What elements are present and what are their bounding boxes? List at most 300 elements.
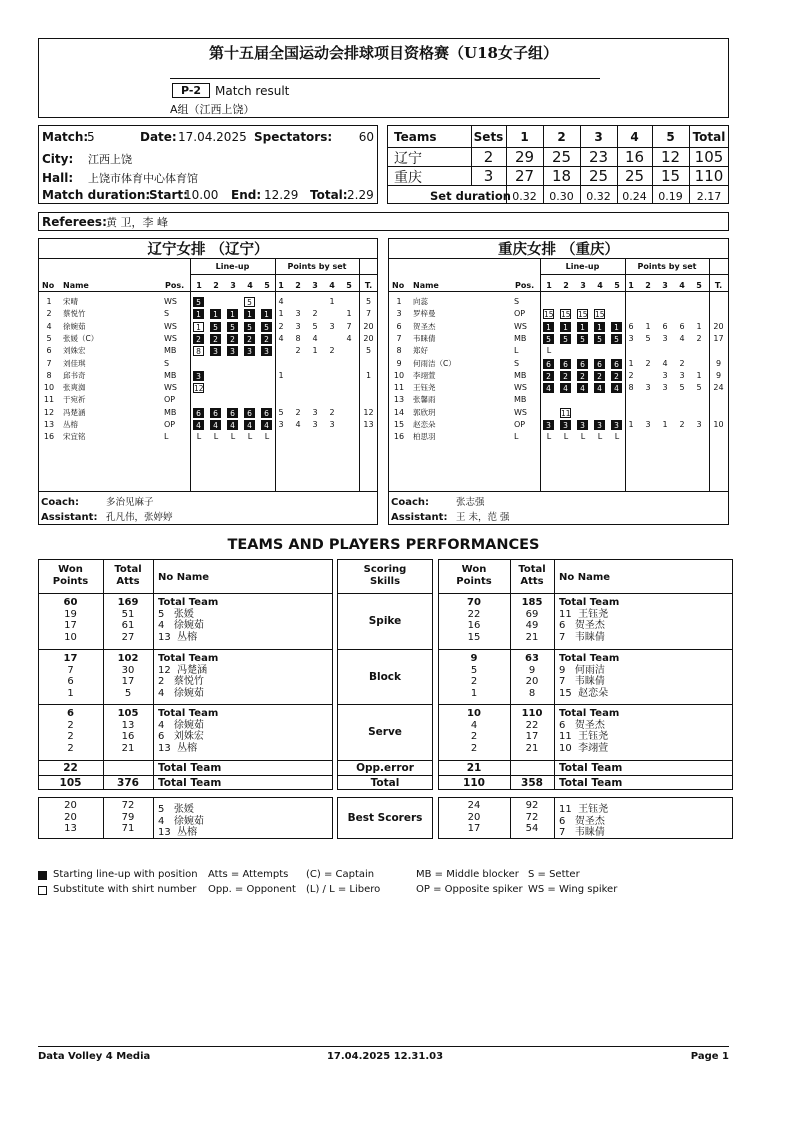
score-h-s2: 2 — [557, 130, 566, 144]
lineup-position: 4 — [193, 420, 204, 430]
set-points — [326, 431, 338, 443]
player-no: 4 — [46, 321, 52, 331]
best-won: 20 — [467, 811, 481, 823]
player-name: 李翊萱 — [413, 370, 436, 380]
roster-line-title — [388, 258, 729, 259]
perf-right-won — [438, 708, 510, 754]
set-points: 3 — [329, 420, 335, 429]
set-points: 2 — [295, 346, 301, 356]
lineup-position: 4 — [577, 383, 588, 393]
set-points: 3 — [329, 321, 335, 331]
player-name: 罗梓曼 — [413, 309, 436, 319]
player-total: 17 — [713, 333, 724, 343]
lineup-position: 5 — [543, 334, 554, 344]
player-total — [709, 345, 728, 357]
player-name: 向蕊 — [413, 297, 428, 306]
perf-left-atts: 376 — [117, 777, 139, 789]
perf-left-won: 105 — [59, 777, 82, 789]
skill-block: Block — [368, 671, 402, 683]
best-atts: 71 — [121, 823, 135, 834]
perf-r-v2 — [554, 559, 555, 790]
set-points: 2 — [696, 333, 702, 343]
perf-value: 2 — [67, 742, 74, 754]
perf-name: Total Team — [559, 653, 620, 664]
footer-right: Page 1 — [690, 1051, 729, 1062]
set-points — [625, 308, 637, 320]
lineup-libero: L — [580, 432, 586, 442]
legend-s: S = Setter — [528, 869, 580, 880]
player-no: 2 — [46, 309, 52, 319]
player-total: 10 — [713, 420, 724, 429]
player-no: 7 — [396, 333, 402, 343]
player-no: 5 — [46, 333, 52, 343]
spectators-value: 60 — [358, 130, 374, 144]
perf-value: 69 — [525, 608, 539, 620]
player-name: 于宛祈 — [63, 395, 86, 405]
best-r-v2 — [554, 797, 555, 839]
set-duration-5: 0.19 — [658, 190, 683, 203]
lineup-position: 4 — [244, 420, 255, 430]
lineup-position: 3 — [543, 420, 554, 430]
player-pos: S — [164, 358, 170, 368]
set-points: 2 — [278, 321, 284, 331]
player-total — [709, 431, 728, 443]
score-h-s3: 3 — [594, 130, 603, 144]
set-points — [625, 431, 637, 443]
perf-name: 2 蔡悦竹 — [158, 676, 204, 687]
skill-opp-error: Opp.error — [356, 762, 414, 774]
set-points — [625, 345, 637, 357]
lineup-position: 6 — [227, 408, 238, 418]
perf-right-rowname: Total Team — [559, 762, 623, 774]
perf-right-won — [438, 653, 510, 699]
h-name: Name — [413, 281, 439, 290]
set-points: 4 — [278, 297, 284, 306]
score-h-sets: Sets — [473, 130, 504, 144]
perf-right-names — [559, 597, 689, 643]
perf-left-won — [38, 597, 103, 643]
perf-left-rowname: Total Team — [158, 777, 222, 789]
lineup-position: 1 — [261, 309, 272, 319]
h-points-5: 5 — [346, 281, 352, 290]
player-name: 冯楚涵 — [63, 407, 86, 417]
perf-name: 4 徐婉茹 — [158, 719, 204, 731]
perf-m-hline — [337, 649, 433, 650]
set-points: 2 — [628, 370, 634, 380]
h-lineup-1: 1 — [196, 281, 202, 290]
lineup-position: 1 — [543, 322, 554, 332]
roster-line-head — [388, 291, 729, 292]
lineup-position: 5 — [261, 322, 272, 332]
set-points — [625, 394, 637, 406]
player-name: 郭欣玥 — [413, 407, 436, 417]
player-no: 6 — [46, 346, 52, 356]
lineup-libero: L — [597, 432, 603, 442]
lineup-position: 5 — [560, 334, 571, 344]
perf-h-noname: No Name — [559, 572, 611, 583]
set-points — [642, 308, 654, 320]
coach-name: 多治见麻子 — [106, 497, 154, 508]
perf-h-atts: Total Atts — [114, 564, 142, 587]
score-total: 110 — [694, 167, 724, 185]
set-points: 5 — [312, 321, 318, 331]
perf-value: 10 — [467, 708, 481, 719]
set-points — [326, 358, 338, 370]
score-s5: 15 — [660, 167, 681, 185]
set-points — [676, 345, 688, 357]
report-code: P-2 — [172, 83, 210, 98]
referees-label: Referees: — [42, 215, 107, 229]
player-pos: MB — [514, 395, 527, 405]
player-total: 1 — [365, 370, 372, 380]
perf-value: 169 — [117, 597, 139, 608]
player-no: 8 — [46, 370, 52, 380]
date-label: Date: — [140, 130, 177, 144]
perf-right-atts — [510, 597, 554, 643]
hall-value: 上饶市体育中心体育馆 — [88, 172, 198, 185]
perf-l-hline — [38, 649, 333, 650]
player-name: 何雨洁（C） — [413, 358, 456, 368]
lineup-libero: L — [264, 432, 270, 442]
roster-line-sub — [540, 274, 729, 275]
set-points: 2 — [312, 309, 318, 319]
perf-value: 110 — [521, 708, 543, 719]
perf-l-v2 — [153, 559, 154, 790]
perf-value: 17 — [64, 620, 77, 631]
set-points — [309, 358, 321, 370]
set-points — [309, 394, 321, 406]
score-s3: 25 — [588, 167, 609, 185]
lineup-position: 4 — [560, 383, 571, 393]
score-s4: 25 — [624, 167, 645, 185]
score-team-name: 辽宁 — [394, 151, 422, 167]
lineup-position: 5 — [244, 297, 255, 307]
score-s2: 25 — [551, 148, 572, 166]
set-points: 4 — [278, 333, 284, 343]
player-no: 6 — [396, 321, 402, 331]
perf-value: 102 — [117, 653, 139, 664]
lineup-position: 6 — [543, 359, 554, 369]
perf-value: 9 — [470, 653, 478, 664]
lineup-position: 2 — [227, 334, 238, 344]
player-total — [709, 394, 728, 406]
perf-value: 10 — [64, 631, 77, 643]
title-underline — [170, 78, 600, 79]
set-points: 8 — [628, 383, 634, 393]
lineup-position: 15 — [578, 310, 588, 320]
player-no: 16 — [393, 432, 405, 442]
perf-name: 4 徐婉茹 — [158, 687, 204, 699]
perf-r-hline — [438, 775, 733, 776]
lineup-position: 15 — [544, 310, 554, 320]
h-lineup: Line-up — [565, 262, 600, 271]
perf-right-names — [559, 708, 689, 754]
set-points — [625, 407, 637, 419]
player-name: 韦睐倩 — [413, 333, 436, 343]
player-pos: WS — [164, 297, 177, 306]
lineup-position: 2 — [611, 371, 622, 381]
perf-name: 5 张媛 — [158, 608, 194, 620]
player-no: 3 — [396, 309, 402, 319]
player-total — [359, 358, 378, 370]
perf-right-atts: 358 — [521, 777, 543, 789]
lineup-position: 5 — [210, 322, 221, 332]
perf-value: 2 — [67, 719, 74, 731]
perf-name: Total Team — [158, 653, 219, 664]
player-total — [709, 407, 728, 419]
lineup-libero: L — [230, 432, 236, 442]
perf-value: 2 — [67, 731, 74, 742]
set-points — [326, 394, 338, 406]
player-name: 蔡悦竹 — [63, 309, 86, 319]
perf-r-hline — [438, 704, 733, 705]
player-total — [709, 296, 728, 308]
set-points: 6 — [662, 321, 668, 331]
score-line-3 — [387, 185, 729, 186]
set-points: 7 — [346, 321, 352, 331]
lineup-position: 11 — [561, 408, 571, 418]
coach-label: Coach: — [41, 497, 80, 508]
perf-r-hline — [438, 760, 733, 761]
perf-h-atts: Total Atts — [518, 564, 546, 587]
perf-value: 1 — [470, 687, 478, 699]
perf-right-atts — [510, 708, 554, 754]
perf-left-names — [158, 597, 288, 643]
perf-left-atts — [103, 653, 153, 699]
player-no: 1 — [396, 297, 402, 306]
best-name: 5 张媛 — [158, 804, 194, 815]
set-points — [676, 308, 688, 320]
h-lineup-3: 3 — [230, 281, 236, 290]
set-points — [326, 370, 338, 382]
lineup-libero: L — [213, 432, 219, 442]
lineup-position: 1 — [560, 322, 571, 332]
set-points: 3 — [628, 333, 634, 343]
lineup-libero: L — [563, 432, 569, 442]
roster-v-lineup — [190, 258, 191, 491]
score-h-s4: 4 — [630, 130, 639, 144]
legend-empty-square — [38, 886, 47, 895]
best-l-v2 — [153, 797, 154, 839]
start-value: 10.00 — [184, 188, 219, 202]
perf-name: 12 冯楚涵 — [158, 664, 208, 676]
lineup-position: 1 — [227, 309, 238, 319]
set-points — [693, 308, 705, 320]
player-name: 刘姝宏 — [63, 346, 86, 356]
player-no: 11 — [393, 383, 405, 393]
perf-value: 27 — [121, 631, 135, 643]
perf-value: 185 — [521, 597, 543, 608]
player-name: 丛榕 — [63, 420, 78, 429]
perf-right-won: 110 — [463, 777, 485, 789]
city-value: 江西上饶 — [88, 153, 132, 166]
h-points: Points by set — [287, 262, 347, 271]
set-points — [659, 431, 671, 443]
perf-name: 13 丛榕 — [158, 742, 198, 754]
perf-value: 6 — [67, 708, 74, 719]
best-atts: 72 — [525, 811, 539, 823]
lineup-position: 5 — [594, 334, 605, 344]
lineup-position: 3 — [227, 346, 238, 356]
perf-value: 49 — [525, 620, 539, 631]
lineup-position: 2 — [210, 334, 221, 344]
group-label: A组（江西上饶） — [170, 103, 255, 116]
set-duration-3: 0.32 — [586, 190, 611, 203]
set-points: 2 — [645, 358, 651, 368]
set-points: 3 — [662, 370, 668, 380]
score-h-total: Total — [692, 130, 726, 144]
perf-right-names — [559, 653, 689, 699]
h-pos: Pos. — [515, 281, 535, 290]
set-points — [659, 407, 671, 419]
match-date: 17.04.2025 — [178, 130, 247, 144]
player-total: 24 — [713, 383, 724, 393]
h-lineup-3: 3 — [580, 281, 586, 290]
set-points: 1 — [696, 370, 702, 380]
perf-name: 6 贺圣杰 — [559, 620, 605, 631]
assistant-label: Assistant: — [391, 512, 448, 523]
assistant-label: Assistant: — [41, 512, 98, 523]
set-points — [275, 358, 287, 370]
perf-value: 5 — [124, 687, 132, 699]
perf-l-hline — [38, 775, 333, 776]
perf-value: 5 — [470, 664, 478, 676]
player-name: 徐婉茹 — [63, 321, 86, 331]
player-pos: S — [164, 309, 170, 319]
set-points — [343, 419, 355, 431]
set-points: 1 — [312, 346, 318, 356]
set-points — [326, 333, 338, 345]
perf-name: 7 韦睐倩 — [559, 676, 605, 687]
player-no: 13 — [393, 395, 405, 405]
player-total: 9 — [715, 370, 722, 380]
set-points — [309, 296, 321, 308]
perf-name: 9 何雨洁 — [559, 664, 605, 676]
perf-m-hline — [337, 775, 433, 776]
set-points: 3 — [645, 383, 651, 393]
set-points: 3 — [295, 309, 301, 319]
h-points-3: 3 — [662, 281, 668, 290]
perf-r-hline — [438, 649, 733, 650]
score-s5: 12 — [660, 148, 681, 166]
lineup-position: 4 — [261, 420, 272, 430]
perf-value: 21 — [525, 742, 539, 754]
roster-v-lineup — [540, 258, 541, 491]
lineup-position: 6 — [244, 408, 255, 418]
perf-value: 61 — [121, 620, 135, 631]
lineup-position: 6 — [560, 359, 571, 369]
player-no: 8 — [396, 346, 402, 356]
perf-name: 10 李翊萱 — [559, 742, 609, 754]
lineup-position: 1 — [594, 322, 605, 332]
city-label: City: — [42, 152, 74, 166]
lineup-position: 1 — [193, 322, 204, 332]
lineup-position: 4 — [611, 383, 622, 393]
player-pos: WS — [514, 383, 527, 393]
perf-value: 13 — [121, 719, 135, 731]
set-duration-1: 0.32 — [512, 190, 537, 203]
lineup-position: 2 — [261, 334, 272, 344]
perf-value: 17 — [121, 676, 135, 687]
player-pos: OP — [514, 309, 526, 319]
player-pos: L — [514, 432, 519, 442]
set-points: 3 — [295, 321, 301, 331]
footer-left: Data Volley 4 Media — [38, 1051, 151, 1062]
set-points — [693, 407, 705, 419]
h-lineup-2: 2 — [563, 281, 569, 290]
set-points: 3 — [679, 370, 685, 380]
player-total — [709, 308, 728, 320]
player-pos: WS — [164, 333, 177, 343]
set-points: 5 — [679, 383, 685, 393]
best-won: 24 — [467, 800, 481, 811]
best-won: 20 — [64, 800, 77, 811]
legend-mb: MB = Middle blocker — [416, 869, 519, 880]
player-name: 宋宜铭 — [63, 432, 86, 442]
best-name: 4 徐婉茹 — [158, 815, 204, 827]
perf-right-rowname: Total Team — [559, 777, 623, 789]
set-points — [275, 431, 287, 443]
set-points — [275, 394, 287, 406]
total-label: Total: — [310, 188, 348, 202]
set-points: 1 — [278, 309, 284, 319]
set-points: 4 — [679, 333, 685, 343]
player-no: 10 — [43, 383, 55, 393]
player-total — [359, 382, 378, 394]
player-pos: WS — [514, 321, 527, 331]
end-value: 12.29 — [264, 188, 299, 202]
perf-left-rowname: Total Team — [158, 762, 222, 774]
skill-serve: Serve — [368, 726, 402, 738]
perf-value: 9 — [528, 664, 536, 676]
player-total: 9 — [715, 358, 722, 368]
score-s3: 23 — [588, 148, 609, 166]
set-points: 2 — [679, 358, 685, 368]
lineup-position: 3 — [611, 420, 622, 430]
legend-libero: (L) / L = Libero — [306, 884, 381, 895]
h-points-1: 1 — [278, 281, 284, 290]
player-pos: L — [514, 346, 519, 356]
lineup-position: 6 — [193, 408, 204, 418]
perf-value: 7 — [67, 664, 74, 676]
h-name: Name — [63, 281, 89, 290]
perf-value: 17 — [525, 731, 539, 742]
player-pos: L — [164, 432, 169, 442]
roster-line-coach — [38, 491, 378, 492]
player-pos: MB — [164, 370, 177, 380]
set-points: 4 — [346, 333, 352, 343]
match-number: 5 — [87, 130, 95, 144]
lineup-position: 6 — [594, 359, 605, 369]
best-atts: 92 — [525, 800, 539, 811]
h-points-4: 4 — [329, 281, 335, 290]
score-s1: 27 — [514, 167, 535, 185]
player-name: 张馨雨 — [413, 395, 436, 405]
perf-left-won — [38, 708, 103, 754]
perf-left-atts — [103, 708, 153, 754]
perf-right-won — [438, 597, 510, 643]
set-points: 1 — [346, 309, 352, 319]
perf-right-won: 21 — [466, 762, 482, 774]
set-points: 1 — [645, 321, 651, 331]
lineup-position: 4 — [210, 420, 221, 430]
perf-value: 22 — [525, 719, 539, 731]
score-s2: 18 — [551, 167, 572, 185]
perf-value: 16 — [121, 731, 135, 742]
h-points-4: 4 — [679, 281, 685, 290]
footer-line — [38, 1046, 729, 1047]
set-points — [343, 370, 355, 382]
